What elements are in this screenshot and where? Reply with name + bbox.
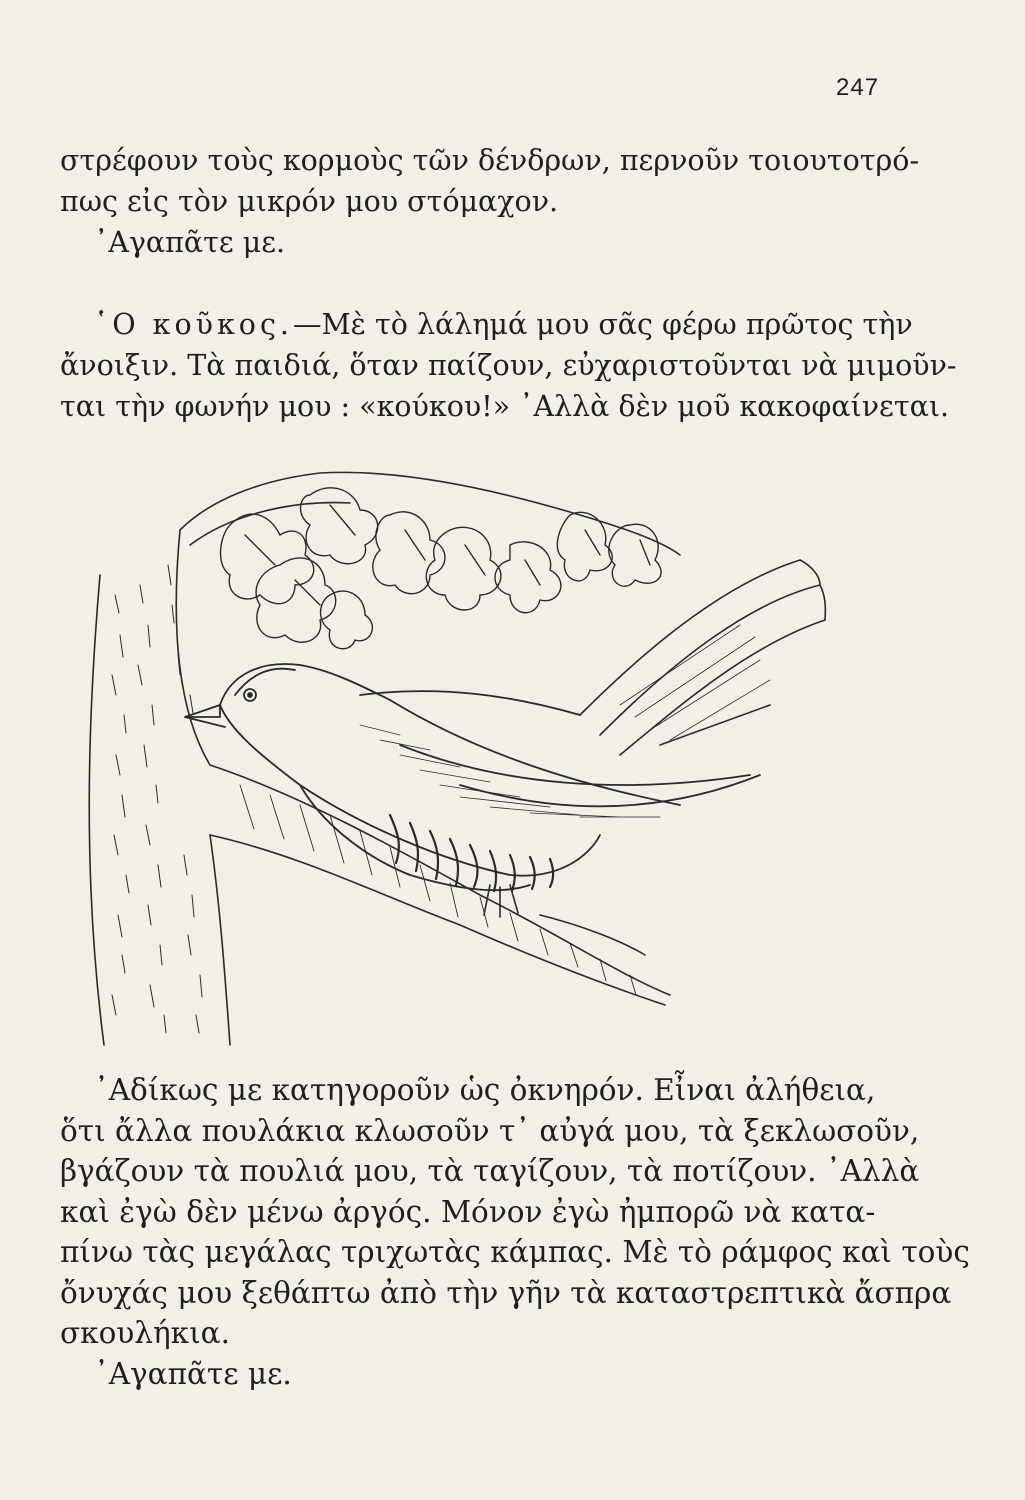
refrain-line: ᾿Αγαπᾶτε με. — [94, 1356, 292, 1391]
text-line: ὄνυχάς μου ξεθάπτω ἀπὸ τὴν γῆν τὰ καταστρεπτικὰ ἄσπρα — [60, 1275, 952, 1310]
text-line: ἄνοιξιν. Τὰ παιδιά, ὅταν παίζουν, εὐχαριστοῦνται νὰ μιμοῦν- — [60, 349, 957, 382]
text-line: ᾿Αδίκως με κατηγοροῦν ὡς ὀκνηρόν. Εἶναι ἀλήθεια, — [94, 1073, 876, 1107]
speaker-name: ῾Ο κοῦκος. — [94, 308, 293, 341]
branch — [210, 765, 670, 995]
paragraph-defense — [60, 1070, 970, 1394]
text-fragment: —Μὲ τὸ λάλημά μου σᾶς φέρω πρῶτος τὴν — [292, 308, 913, 341]
tree-trunk — [89, 575, 104, 1045]
text-line: στρέφουν τοὺς κορμοὺς τῶν δένδρων, περνοῦν τοιουτοτρό- — [60, 144, 920, 177]
bird-tail — [580, 560, 825, 755]
refrain-line: ᾿Αγαπᾶτε με. — [94, 226, 286, 259]
blank-line — [60, 263, 900, 304]
text-line: ὅτι ἄλλα πουλάκια κλωσοῦν τ᾿ αὐγά μου, τὰ ξεκλωσοῦν, — [60, 1113, 920, 1148]
text-line: ται τὴν φωνήν μου : «κούκου!» ᾿Αλλὰ δὲν μοῦ κακοφαίνεται. — [60, 390, 950, 423]
bird-belly-bars — [390, 815, 553, 891]
text-line: βγάζουν τὰ πουλιά μου, τὰ ταγίζουν, τὰ ποτίζουν. ᾿Αλλὰ — [60, 1154, 920, 1188]
trunk-shading — [112, 565, 202, 1033]
bird-body — [220, 664, 760, 890]
page-number: 247 — [836, 74, 880, 101]
text-line: πίνω τὰς μεγάλας τριχωτὰς κάμπας. Μὲ τὸ ράμφος καὶ τοὺς — [60, 1235, 970, 1269]
oak-leaves — [221, 488, 662, 649]
text-line — [60, 304, 913, 345]
text-line: πως εἰς τὸν μικρόν μου στόμαχον. — [60, 185, 559, 218]
cuckoo-illustration — [60, 455, 860, 1055]
paragraph-continuation — [60, 140, 957, 427]
text-line: καὶ ἐγὼ δὲν μένω ἀργός. Μόνον ἐγὼ ἠμπορῶ νὰ κατα- — [60, 1194, 876, 1229]
text-line: σκουλήκια. — [60, 1316, 230, 1350]
